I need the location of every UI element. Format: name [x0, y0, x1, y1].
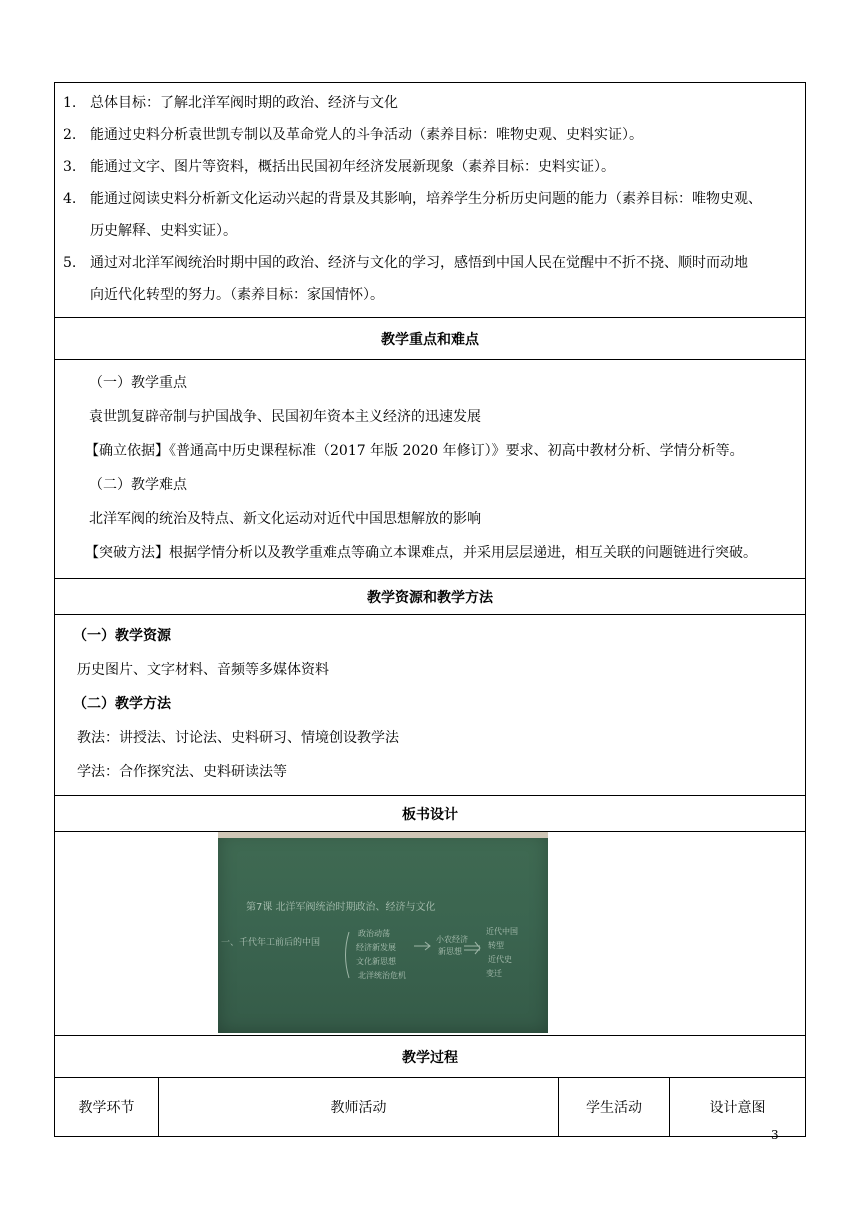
chalk-writing [218, 832, 548, 1033]
objective-number: 3. [63, 159, 77, 175]
objective-number: 2. [63, 127, 77, 143]
objective-number: 1. [63, 95, 77, 111]
col-stage: 教学环节 [55, 1078, 159, 1136]
learning-method-text: 学法：合作探究法、史料研读法等 [77, 764, 287, 780]
objective-number: 5. [63, 255, 77, 271]
key-point-text: 袁世凯复辟帝制与护国战争、民国初年资本主义经济的迅速发展 [89, 409, 481, 425]
objectives-section [55, 83, 805, 318]
objective-5 [63, 247, 795, 279]
chalk-mid-2: 新思想 [438, 947, 462, 956]
chalk-right-3: 近代史 [488, 955, 512, 964]
key-point-basis: 【确立依据】《普通高中历史课程标准（2017 年版 2020 年修订）》要求、初高中教材分析、学情分析等。 [85, 443, 744, 459]
methods-subheading: （二）教学方法 [73, 696, 171, 712]
objective-text: 通过对北洋军阀统治时期中国的政治、经济与文化的学习，感悟到中国人民在觉醒中不折不挠、顺时而动地 [90, 255, 748, 271]
col-design-intent: 设计意图 [709, 1100, 766, 1116]
objective-text: 能通过阅读史料分析新文化运动兴起的背景及其影响，培养学生分析历史问题的能力（素养目标：唯物史观、 [90, 191, 762, 207]
objective-3 [63, 151, 795, 183]
chalk-right-1: 近代中国 [486, 927, 518, 936]
objective-2 [63, 119, 795, 151]
resources-heading: 教学资源和教学方法 [55, 579, 805, 615]
difficulty-subheading: （二）教学难点 [89, 477, 187, 493]
resources-body [55, 615, 805, 796]
chalk-item-4: 北洋统治危机 [358, 971, 406, 980]
process-header-row [55, 1078, 805, 1136]
blackboard-photo [218, 832, 548, 1033]
teaching-method-text: 教法：讲授法、讨论法、史料研习、情境创设教学法 [77, 730, 399, 746]
chalk-branch: 一、千代年工前后的中国 [221, 938, 321, 948]
chalk-item-3: 文化新思想 [356, 957, 396, 966]
chalk-mid-1: 小农经济 [436, 935, 468, 944]
board-cell [55, 832, 805, 1036]
col-teacher-activity: 教师活动 [159, 1078, 559, 1136]
chalk-item-2: 经济新发展 [356, 943, 396, 952]
chalk-heading: 第7课 北洋军阀统治时期政治、经济与文化 [246, 902, 436, 913]
chalk-right-2: 转型 [488, 941, 504, 950]
objective-4 [63, 183, 795, 215]
objective-5-continued: 向近代化转型的努力。（素养目标：家国情怀）。 [90, 287, 384, 303]
chalk-item-1: 政治动荡 [358, 929, 390, 938]
objective-text: 总体目标：了解北洋军阀时期的政治、经济与文化 [90, 95, 398, 111]
col-student-activity: 学生活动 [559, 1078, 670, 1136]
chalk-arrow-1 [414, 942, 430, 950]
objective-4-continued: 历史解释、史料实证）。 [90, 223, 237, 239]
chalk-brace [346, 932, 350, 978]
page-number: 3 [771, 1128, 779, 1142]
key-points-heading: 教学重点和难点 [55, 318, 805, 360]
lesson-plan-table [54, 82, 806, 1137]
board-heading: 板书设计 [55, 796, 805, 832]
key-point-subheading: （一）教学重点 [89, 375, 187, 391]
resources-text: 历史图片、文字材料、音频等多媒体资料 [77, 662, 329, 678]
resources-subheading: （一）教学资源 [73, 628, 171, 644]
objective-text: 能通过史料分析袁世凯专制以及革命党人的斗争活动（素养目标：唯物史观、史料实证）。 [90, 127, 643, 143]
difficulty-method: 【突破方法】根据学情分析以及教学重难点等确立本课难点，并采用层层递进，相互关联的问题链进行突破。 [85, 545, 757, 561]
chalk-right-4: 变迁 [486, 969, 502, 978]
objective-number: 4. [63, 191, 77, 207]
key-points-body [55, 360, 805, 579]
objective-text: 能通过文字、图片等资料，概括出民国初年经济发展新现象（素养目标：史料实证）。 [90, 159, 615, 175]
process-heading: 教学过程 [55, 1036, 805, 1078]
difficulty-text: 北洋军阀的统治及特点、新文化运动对近代中国思想解放的影响 [89, 511, 481, 527]
objective-1 [63, 87, 795, 119]
